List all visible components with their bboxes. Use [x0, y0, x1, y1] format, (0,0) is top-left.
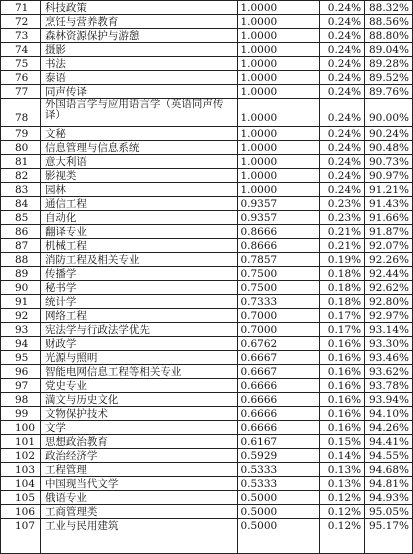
- percentage: 0.16%: [320, 337, 365, 350]
- row-number: 71: [1, 1, 41, 14]
- cumulative-percentage: 88.80%: [365, 29, 413, 42]
- table-row: [1, 57, 413, 71]
- major-name: 光源与照明: [41, 351, 239, 364]
- cumulative-percentage: 92.07%: [365, 239, 413, 252]
- major-name: 泰语: [41, 71, 239, 84]
- cumulative-percentage: 92.44%: [365, 267, 413, 280]
- count-value: 0.5000: [238, 519, 320, 553]
- row-number: 98: [1, 393, 41, 406]
- row-number: 93: [1, 323, 41, 336]
- row-number: 101: [1, 435, 41, 448]
- count-value: 0.8666: [238, 225, 320, 238]
- major-name: 摄影: [41, 43, 239, 56]
- row-number: 86: [1, 225, 41, 238]
- count-value: 0.9357: [238, 197, 320, 210]
- table-row: [1, 421, 413, 435]
- table-row: [1, 267, 413, 281]
- row-number: 104: [1, 477, 41, 490]
- cumulative-percentage: 93.46%: [365, 351, 413, 364]
- major-name: 工商管理类: [41, 505, 239, 518]
- major-name: 意大利语: [41, 155, 239, 168]
- cumulative-percentage: 90.97%: [365, 169, 413, 182]
- count-value: 1.0000: [238, 183, 320, 196]
- count-value: 0.5333: [238, 477, 320, 490]
- table-row: [1, 379, 413, 393]
- major-name: 科技政策: [41, 1, 239, 14]
- percentage: 0.24%: [320, 169, 365, 182]
- percentage: 0.12%: [320, 519, 365, 553]
- percentage: 0.21%: [320, 225, 365, 238]
- table-row: [1, 393, 413, 407]
- row-number: 79: [1, 127, 41, 140]
- major-name: 网络工程: [41, 309, 239, 322]
- major-name: 智能电网信息工程等相关专业: [41, 365, 239, 378]
- row-number: 84: [1, 197, 41, 210]
- table-row: [1, 43, 413, 57]
- percentage: 0.19%: [320, 253, 365, 266]
- percentage: 0.16%: [320, 365, 365, 378]
- table-row: [1, 71, 413, 85]
- row-number: 105: [1, 491, 41, 504]
- percentage: 0.16%: [320, 351, 365, 364]
- percentage: 0.24%: [320, 183, 365, 196]
- table-row: [1, 435, 413, 449]
- table-row: [1, 197, 413, 211]
- row-number: 91: [1, 295, 41, 308]
- count-value: 0.5929: [238, 449, 320, 462]
- percentage: 0.24%: [320, 15, 365, 28]
- table-row: [1, 141, 413, 155]
- major-name: 消防工程及相关专业: [41, 253, 239, 266]
- major-name: 信息管理与信息系统: [41, 141, 239, 154]
- table-row: [1, 351, 413, 365]
- percentage: 0.17%: [320, 323, 365, 336]
- cumulative-percentage: 93.78%: [365, 379, 413, 392]
- cumulative-percentage: 89.28%: [365, 57, 413, 70]
- table-row: [1, 85, 413, 99]
- table-row: [1, 15, 413, 29]
- table-row: [1, 365, 413, 379]
- percentage: 0.12%: [320, 505, 365, 518]
- count-value: 0.6666: [238, 379, 320, 392]
- major-name: 通信工程: [41, 197, 239, 210]
- cumulative-percentage: 93.14%: [365, 323, 413, 336]
- table-row: [1, 29, 413, 43]
- table-row: [1, 99, 413, 127]
- major-name: 森林资源保护与游憩: [41, 29, 239, 42]
- percentage: 0.23%: [320, 211, 365, 224]
- major-name: 工业与民用建筑: [41, 519, 239, 553]
- count-value: 1.0000: [238, 169, 320, 182]
- cumulative-percentage: 94.10%: [365, 407, 413, 420]
- row-number: 72: [1, 15, 41, 28]
- major-name: 文物保护技术: [41, 407, 239, 420]
- table-row: [1, 281, 413, 295]
- percentage: 0.24%: [320, 29, 365, 42]
- table-row: [1, 225, 413, 239]
- count-value: 1.0000: [238, 1, 320, 14]
- cumulative-percentage: 89.76%: [365, 85, 413, 98]
- cumulative-percentage: 93.94%: [365, 393, 413, 406]
- row-number: 100: [1, 421, 41, 434]
- major-name: 中国现当代文学: [41, 477, 239, 490]
- percentage: 0.15%: [320, 435, 365, 448]
- cumulative-percentage: 91.87%: [365, 225, 413, 238]
- major-name: 文秘: [41, 127, 239, 140]
- major-name: 工程管理: [41, 463, 239, 476]
- percentage: 0.13%: [320, 477, 365, 490]
- count-value: 1.0000: [238, 57, 320, 70]
- percentage: 0.14%: [320, 449, 365, 462]
- table-row: [1, 127, 413, 141]
- major-name: 同声传译: [41, 85, 239, 98]
- table-row: [1, 169, 413, 183]
- row-number: 76: [1, 71, 41, 84]
- count-value: 1.0000: [238, 127, 320, 140]
- count-value: 1.0000: [238, 15, 320, 28]
- major-name: 自动化: [41, 211, 239, 224]
- count-value: 0.5000: [238, 491, 320, 504]
- major-name: 园林: [41, 183, 239, 196]
- percentage: 0.12%: [320, 491, 365, 504]
- row-number: 107: [1, 519, 41, 553]
- major-name: 影视类: [41, 169, 239, 182]
- table-row: [1, 183, 413, 197]
- row-number: 102: [1, 449, 41, 462]
- percentage: 0.24%: [320, 141, 365, 154]
- row-number: 89: [1, 267, 41, 280]
- cumulative-percentage: 93.30%: [365, 337, 413, 350]
- major-name: 満文与历史文化: [41, 393, 239, 406]
- percentage: 0.23%: [320, 197, 365, 210]
- table-row: [1, 477, 413, 491]
- cumulative-percentage: 90.48%: [365, 141, 413, 154]
- percentage: 0.24%: [320, 85, 365, 98]
- row-number: 75: [1, 57, 41, 70]
- table-row: [1, 323, 413, 337]
- count-value: 1.0000: [238, 155, 320, 168]
- percentage: 0.24%: [320, 43, 365, 56]
- row-number: 103: [1, 463, 41, 476]
- table-row: [1, 295, 413, 309]
- table-row: [1, 239, 413, 253]
- major-name: 秘书学: [41, 281, 239, 294]
- cumulative-percentage: 90.73%: [365, 155, 413, 168]
- count-value: 0.7500: [238, 267, 320, 280]
- percentage: 0.24%: [320, 1, 365, 14]
- major-name: 文学: [41, 421, 239, 434]
- major-name: 财政学: [41, 337, 239, 350]
- major-name: 政治经济学: [41, 449, 239, 462]
- percentage: 0.16%: [320, 379, 365, 392]
- cumulative-percentage: 93.62%: [365, 365, 413, 378]
- percentage: 0.16%: [320, 421, 365, 434]
- row-number: 87: [1, 239, 41, 252]
- count-value: 1.0000: [238, 99, 320, 126]
- cumulative-percentage: 92.97%: [365, 309, 413, 322]
- count-value: 0.7000: [238, 323, 320, 336]
- table-row: [1, 463, 413, 477]
- count-value: 0.7500: [238, 281, 320, 294]
- count-value: 0.6667: [238, 351, 320, 364]
- major-name: 统计学: [41, 295, 239, 308]
- percentage: 0.21%: [320, 239, 365, 252]
- major-name: 宪法学与行政法学优先: [41, 323, 239, 336]
- count-value: 0.6666: [238, 393, 320, 406]
- count-value: 0.5000: [238, 505, 320, 518]
- major-name: 烹饪与营养教育: [41, 15, 239, 28]
- cumulative-percentage: 95.17%: [365, 519, 413, 553]
- row-number: 97: [1, 379, 41, 392]
- percentage: 0.24%: [320, 127, 365, 140]
- major-name: 外国语言学与应用语言学（英语同声传译）: [41, 99, 239, 126]
- table-row: [1, 211, 413, 225]
- count-value: 1.0000: [238, 141, 320, 154]
- row-number: 95: [1, 351, 41, 364]
- row-number: 82: [1, 169, 41, 182]
- cumulative-percentage: 94.68%: [365, 463, 413, 476]
- count-value: 0.6666: [238, 421, 320, 434]
- row-number: 94: [1, 337, 41, 350]
- percentage: 0.24%: [320, 99, 365, 126]
- row-number: 77: [1, 85, 41, 98]
- cumulative-percentage: 89.04%: [365, 43, 413, 56]
- cumulative-percentage: 92.62%: [365, 281, 413, 294]
- cumulative-percentage: 91.21%: [365, 183, 413, 196]
- percentage: 0.24%: [320, 71, 365, 84]
- table-row: [1, 309, 413, 323]
- major-name: 俄语专业: [41, 491, 239, 504]
- cumulative-percentage: 90.00%: [365, 99, 413, 126]
- count-value: 1.0000: [238, 71, 320, 84]
- count-value: 0.7857: [238, 253, 320, 266]
- major-name: 思想政治教育: [41, 435, 239, 448]
- percentage: 0.18%: [320, 281, 365, 294]
- cumulative-percentage: 94.55%: [365, 449, 413, 462]
- count-value: 0.5333: [238, 463, 320, 476]
- count-value: 0.6167: [238, 435, 320, 448]
- table-row: [1, 1, 413, 15]
- count-value: 0.8666: [238, 239, 320, 252]
- table-row: [1, 155, 413, 169]
- cumulative-percentage: 94.26%: [365, 421, 413, 434]
- percentage: 0.17%: [320, 309, 365, 322]
- count-value: 0.6762: [238, 337, 320, 350]
- percentage: 0.18%: [320, 295, 365, 308]
- table-row: [1, 253, 413, 267]
- cumulative-percentage: 94.93%: [365, 491, 413, 504]
- row-number: 83: [1, 183, 41, 196]
- cumulative-percentage: 88.32%: [365, 1, 413, 14]
- count-value: 0.7333: [238, 295, 320, 308]
- percentage: 0.16%: [320, 407, 365, 420]
- cumulative-percentage: 91.43%: [365, 197, 413, 210]
- percentage: 0.18%: [320, 267, 365, 280]
- count-value: 0.6667: [238, 365, 320, 378]
- row-number: 81: [1, 155, 41, 168]
- cumulative-percentage: 92.26%: [365, 253, 413, 266]
- major-name: 机械工程: [41, 239, 239, 252]
- table-row: [1, 449, 413, 463]
- percentage: 0.24%: [320, 57, 365, 70]
- row-number: 88: [1, 253, 41, 266]
- major-name: 党史专业: [41, 379, 239, 392]
- major-name: 翻译专业: [41, 225, 239, 238]
- percentage: 0.13%: [320, 463, 365, 476]
- cumulative-percentage: 94.81%: [365, 477, 413, 490]
- row-number: 78: [1, 99, 41, 126]
- cumulative-percentage: 88.56%: [365, 15, 413, 28]
- table-row: [1, 491, 413, 505]
- cumulative-percentage: 94.41%: [365, 435, 413, 448]
- count-value: 1.0000: [238, 85, 320, 98]
- cumulative-percentage: 90.24%: [365, 127, 413, 140]
- count-value: 0.6666: [238, 407, 320, 420]
- major-name: 书法: [41, 57, 239, 70]
- row-number: 90: [1, 281, 41, 294]
- count-value: 1.0000: [238, 43, 320, 56]
- row-number: 96: [1, 365, 41, 378]
- row-number: 74: [1, 43, 41, 56]
- cumulative-percentage: 89.52%: [365, 71, 413, 84]
- count-value: 0.7000: [238, 309, 320, 322]
- row-number: 99: [1, 407, 41, 420]
- table-row: [1, 505, 413, 519]
- table-row: [1, 337, 413, 351]
- count-value: 0.9357: [238, 211, 320, 224]
- table-row: [1, 407, 413, 421]
- row-number: 73: [1, 29, 41, 42]
- row-number: 92: [1, 309, 41, 322]
- row-number: 85: [1, 211, 41, 224]
- cumulative-percentage: 91.66%: [365, 211, 413, 224]
- table-row: [1, 519, 413, 554]
- row-number: 80: [1, 141, 41, 154]
- row-number: 106: [1, 505, 41, 518]
- percentage: 0.24%: [320, 155, 365, 168]
- percentage: 0.16%: [320, 393, 365, 406]
- cumulative-percentage: 95.05%: [365, 505, 413, 518]
- major-name: 传播学: [41, 267, 239, 280]
- count-value: 1.0000: [238, 29, 320, 42]
- cumulative-percentage: 92.80%: [365, 295, 413, 308]
